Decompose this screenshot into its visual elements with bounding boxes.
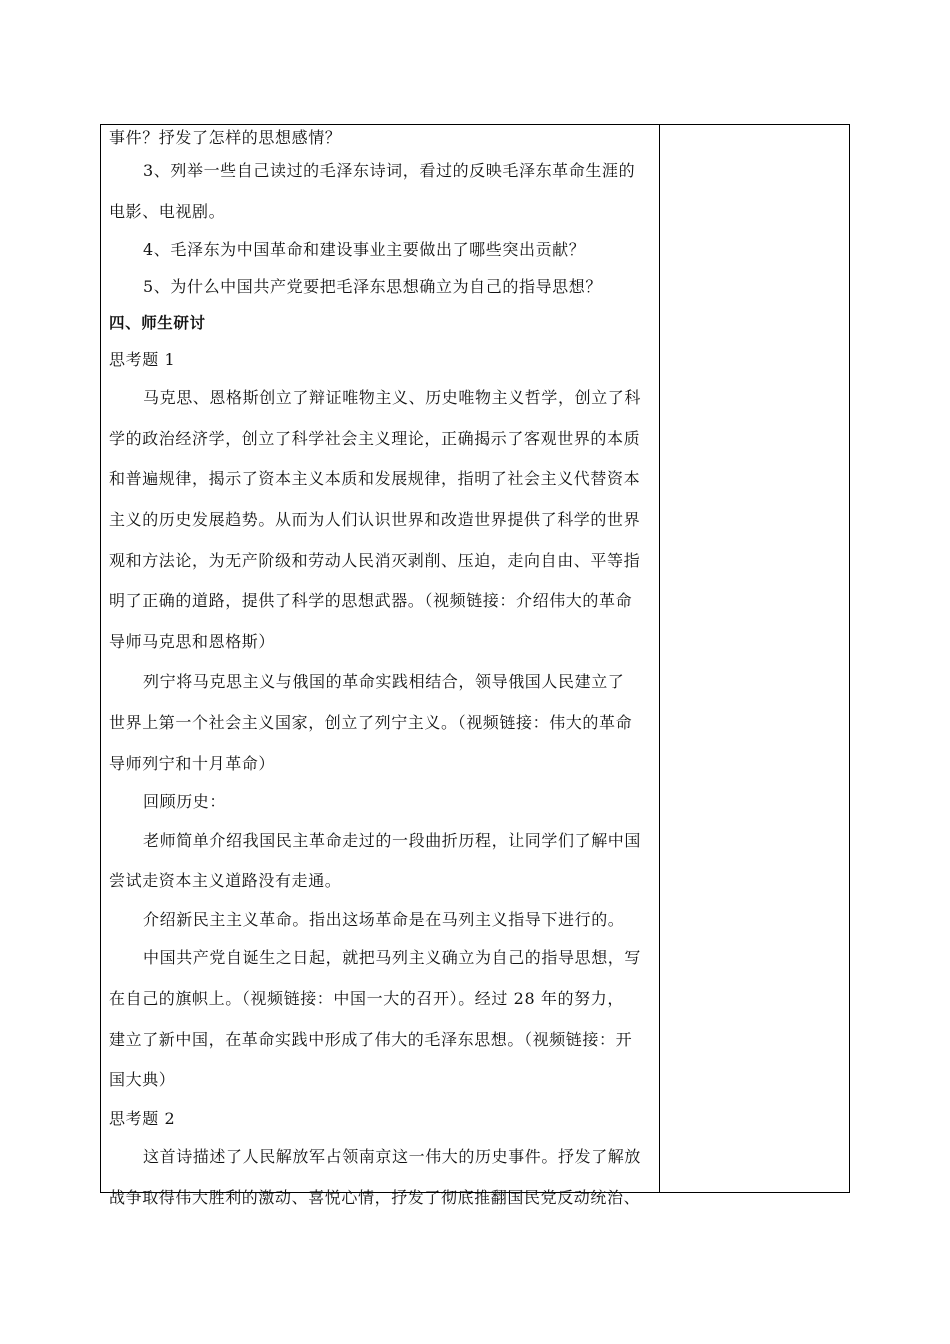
section-heading: 四、师生研讨 (109, 314, 206, 333)
text-line: 马克思、恩格斯创立了辩证唯物主义、历史唯物主义哲学，创立了科 (143, 388, 642, 408)
question-label: 思考题 1 (109, 349, 176, 369)
notes-cell (660, 125, 849, 1192)
text-line: 4、毛泽东为中国革命和建设事业主要做出了哪些突出贡献？ (143, 240, 586, 260)
text-line: 主义的历史发展趋势。从而为人们认识世界和改造世界提供了科学的世界 (109, 509, 641, 529)
text-line: 事件？抒发了怎样的思想感情？ (109, 128, 342, 147)
text-line: 电影、电视剧。 (109, 201, 226, 221)
text-line: 中国共产党自诞生之日起，就把马列主义确立为自己的指导思想，写 (143, 948, 642, 968)
text-line: 3、列举一些自己读过的毛泽东诗词，看过的反映毛泽东革命生涯的 (143, 161, 636, 180)
text-line: 世界上第一个社会主义国家，创立了列宁主义。（视频链接：伟大的革命 (109, 712, 633, 732)
text-line: 这首诗描述了人民解放军占领南京这一伟大的历史事件。抒发了解放 (143, 1147, 642, 1167)
text-line: 学的政治经济学，创立了科学社会主义理论，正确揭示了客观世界的本质 (109, 428, 641, 448)
text-line: 导师列宁和十月革命） (109, 753, 276, 773)
text-line: 建立了新中国，在革命实践中形成了伟大的毛泽东思想。（视频链接：开 (109, 1029, 633, 1049)
text-line: 战争取得伟大胜利的激动、喜悦心情，抒发了彻底推翻国民党反动统治、 (109, 1187, 641, 1207)
text-line: 回顾历史： (143, 792, 227, 812)
lesson-content-cell (101, 125, 659, 1207)
text-line: 在自己的旗帜上。（视频链接：中国一大的召开）。经过 28 年的努力， (109, 988, 624, 1008)
text-line: 导师马克思和恩格斯） (109, 631, 276, 651)
lesson-content (101, 125, 659, 1218)
text-line: 观和方法论，为无产阶级和劳动人民消灭剥削、压迫，走向自由、平等指 (109, 550, 641, 570)
text-line: 国大典） (109, 1070, 176, 1090)
text-line: 列宁将马克思主义与俄国的革命实践相结合，领导俄国人民建立了 (143, 672, 625, 692)
text-line: 明了正确的道路，提供了科学的思想武器。（视频链接：介绍伟大的革命 (109, 591, 633, 611)
text-line: 介绍新民主主义革命。指出这场革命是在马列主义指导下进行的。 (143, 909, 625, 929)
lesson-table (100, 124, 850, 1207)
text-line: 老师简单介绍我国民主革命走过的一段曲折历程，让同学们了解中国 (143, 830, 642, 850)
text-line: 和普遍规律，揭示了资本主义本质和发展规律，指明了社会主义代替资本 (109, 469, 641, 489)
text-line: 尝试走资本主义道路没有走通。 (109, 871, 342, 891)
text-line: 5、为什么中国共产党要把毛泽东思想确立为自己的指导思想？ (143, 276, 602, 296)
question-label: 思考题 2 (109, 1108, 176, 1128)
